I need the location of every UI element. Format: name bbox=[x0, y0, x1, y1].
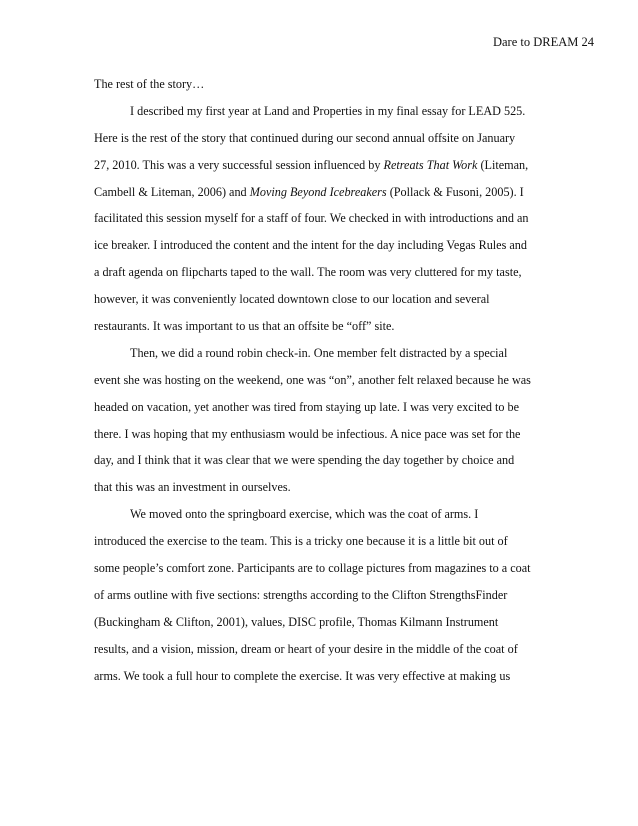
text-line: event she was hosting on the weekend, one was “on”, another felt relaxed because he was bbox=[94, 372, 531, 387]
text-line: there. I was hoping that my enthusiasm would be infectious. A nice pace was set for the bbox=[94, 426, 521, 441]
text-line: day, and I think that it was clear that we were spending the day together by choice and bbox=[94, 453, 515, 468]
running-head: Dare to DREAM 24 bbox=[492, 35, 594, 49]
text-segment: Cambell & Liteman, 2006) and bbox=[94, 184, 250, 199]
text-line: (Buckingham & Clifton, 2001), values, DISC profile, Thomas Kilmann Instrument bbox=[94, 614, 499, 629]
text-line: introduced the exercise to the team. This is a tricky one because it is a little bit out of bbox=[94, 534, 508, 549]
text-line: facilitated this session myself for a staff of four. We checked in with introductions and an bbox=[94, 211, 529, 226]
text-line: results, and a vision, mission, dream or heart of your desire in the middle of the coat of bbox=[94, 641, 518, 656]
text-line: however, it was conveniently located downtown close to our location and several bbox=[94, 292, 490, 307]
text-line bbox=[94, 183, 554, 210]
text-line: that this was an investment in ourselves. bbox=[94, 480, 291, 495]
text-line: arms. We took a full hour to complete the exercise. It was very effective at making us bbox=[94, 668, 511, 683]
text-segment: 27, 2010. This was a very successful session influenced by bbox=[94, 157, 384, 172]
text-line: ice breaker. I introduced the content and the intent for the day including Vegas Rules and bbox=[94, 238, 527, 253]
text-line bbox=[94, 156, 554, 183]
text-line: a draft agenda on flipcharts taped to the wall. The room was very cluttered for my taste, bbox=[94, 265, 522, 280]
section-heading: The rest of the story… bbox=[94, 77, 205, 91]
text-line: of arms outline with five sections: strengths according to the Clifton StrengthsFinder bbox=[94, 587, 508, 602]
text-line: headed on vacation, yet another was tired from staying up late. I was very excited to be bbox=[94, 399, 520, 414]
text-line: restaurants. It was important to us that an offsite be “off” site. bbox=[94, 319, 395, 334]
text-segment: (Pollack & Fusoni, 2005). I bbox=[386, 184, 524, 199]
text-line: We moved onto the springboard exercise, which was the coat of arms. I bbox=[130, 507, 479, 522]
italic-book-title: Moving Beyond Icebreakers bbox=[249, 184, 387, 199]
text-segment: (Liteman, bbox=[477, 157, 529, 172]
text-line: some people’s comfort zone. Participants are to collage pictures from magazines to a coat bbox=[94, 561, 531, 576]
text-line: Then, we did a round robin check-in. One member felt distracted by a special bbox=[130, 345, 508, 360]
italic-book-title: Retreats That Work bbox=[383, 157, 478, 172]
body-text bbox=[94, 75, 554, 693]
text-line: Here is the rest of the story that continued during our second annual offsite on January bbox=[94, 130, 516, 145]
text-line: I described my first year at Land and Properties in my final essay for LEAD 525. bbox=[130, 103, 526, 118]
